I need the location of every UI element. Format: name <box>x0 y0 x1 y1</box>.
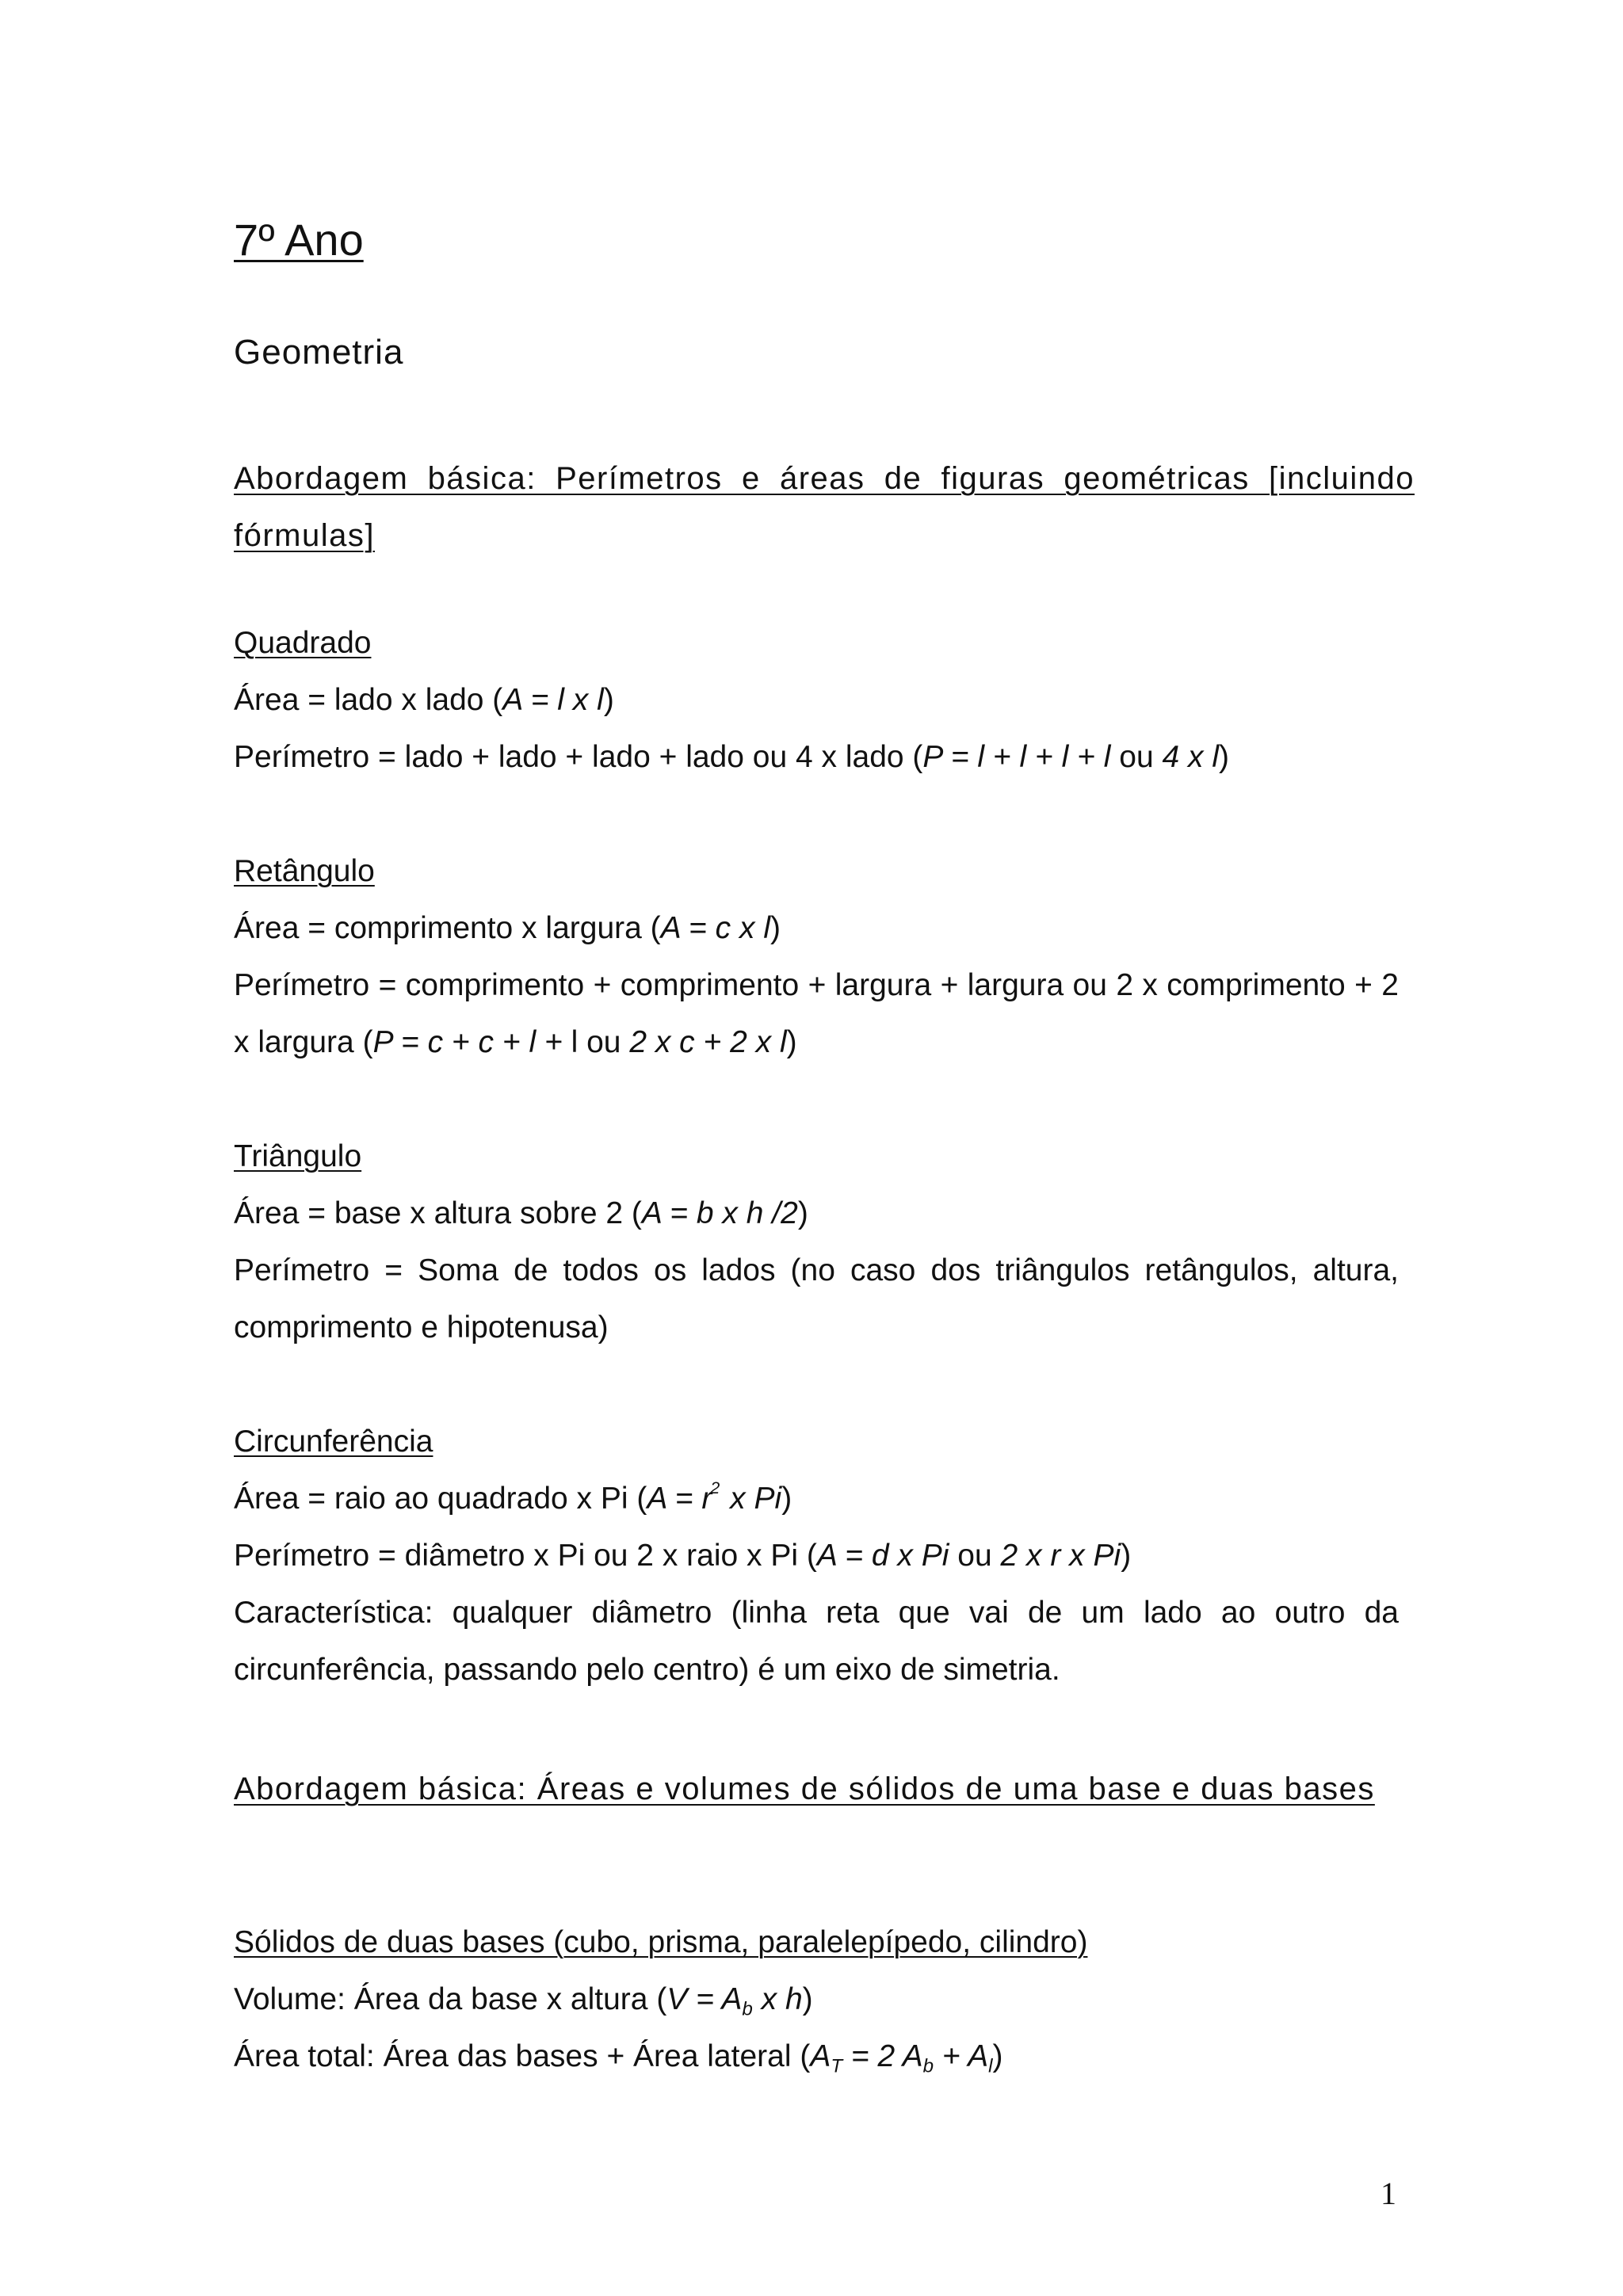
subheading-rectangle: Retângulo <box>234 854 375 888</box>
page-number: 1 <box>1381 2176 1396 2211</box>
circle-feature-paragraph: Característica: qualquer diâmetro (linha reta que vai de um lado ao outro da circunferência, passando pelo centro) é um eixo de simetria. <box>234 1596 1399 1687</box>
rectangle-area-line: Área = comprimento x largura (A = c x l) <box>234 911 781 945</box>
circle-area-line: Área = raio ao quadrado x Pi ($A = r^2$ x Pi) <box>234 1478 792 1516</box>
triangle-area-line: Área = base x altura sobre 2 (A = b x h /2) <box>234 1196 808 1230</box>
subheading-two-base-solids: Sólidos de duas bases (cubo, prisma, paralelepípedo, cilindro) <box>234 1925 1088 1959</box>
subheading-triangle: Triângulo <box>234 1139 362 1173</box>
subject-heading: Geometria <box>234 333 404 372</box>
square-area-formula: A = l x l <box>502 683 604 717</box>
square-perimeter-line: Perímetro = lado + lado + lado + lado ou 4 x lado (P = l + l + l + l ou 4 x l) <box>234 740 1230 774</box>
section-heading-perimeters-areas: Abordagem básica: Perímetros e áreas de figuras geométricas [incluindo fórmulas] <box>234 461 1415 553</box>
rectangle-perimeter-paragraph: Perímetro = comprimento + comprimento + largura + largura ou 2 x comprimento + 2 x largura (P = c + c + l + l ou 2 x c + 2 x l) <box>234 968 1399 1059</box>
subheading-circle: Circunferência <box>234 1425 433 1459</box>
page-title: 7º Ano <box>234 215 364 265</box>
solids-volume-line: Volume: Área da base x altura ($V = A_b$ x h) <box>234 1982 813 2020</box>
circle-perimeter-line: Perímetro = diâmetro x Pi ou 2 x raio x Pi (A = d x Pi ou 2 x r x Pi) <box>234 1539 1132 1573</box>
section-heading-solids: Abordagem básica: Áreas e volumes de sólidos de uma base e duas bases <box>234 1772 1375 1806</box>
square-area-line: Área = lado x lado (A = l x l) <box>234 683 614 717</box>
subheading-square: Quadrado <box>234 626 372 660</box>
triangle-perimeter-paragraph: Perímetro = Soma de todos os lados (no caso dos triângulos retângulos, altura, comprimento e hipotenusa) <box>234 1253 1399 1344</box>
solids-total-area-line: Área total: Área das bases + Área lateral ($A_T = 2$ $A_b + A_l$) <box>234 2039 1003 2077</box>
